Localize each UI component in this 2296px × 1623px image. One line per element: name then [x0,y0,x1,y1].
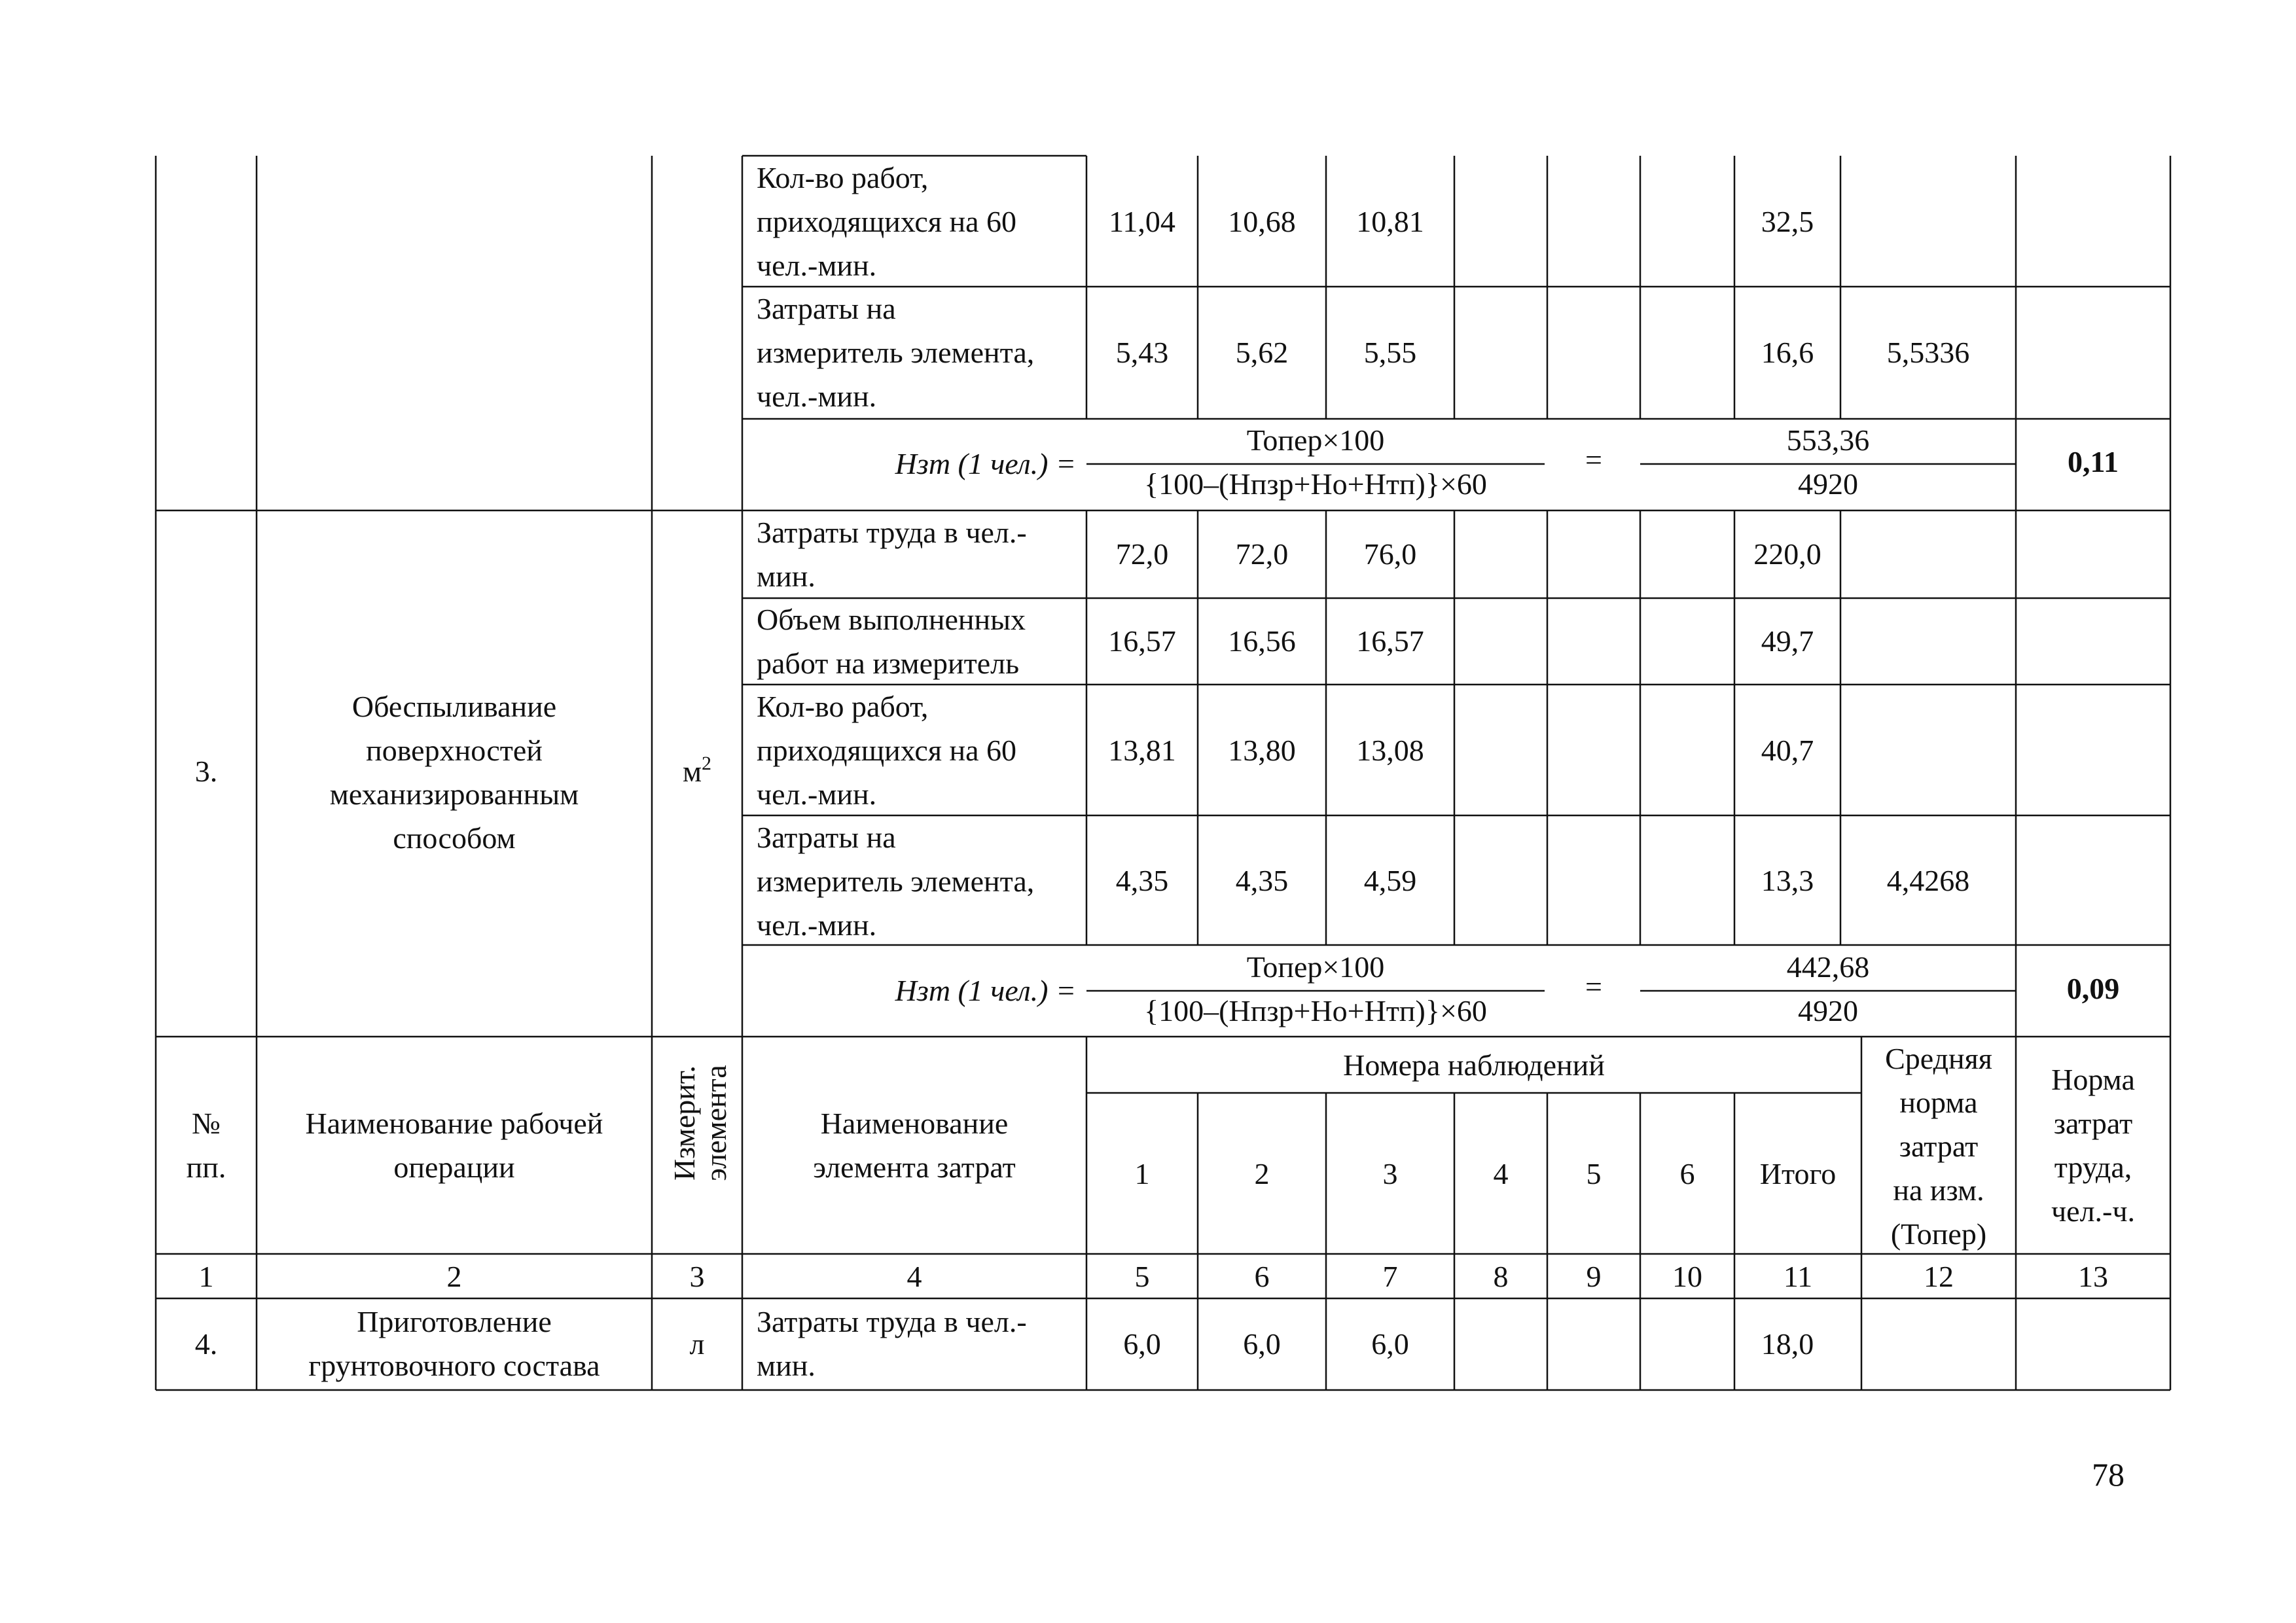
cell-value: 4,35 [1235,864,1289,897]
header-obs-col: 1 [1134,1157,1150,1190]
element-label: Затраты на измеритель элемента, чел.-мин. [757,292,1035,413]
cell-value: 13,80 [1228,734,1296,767]
cell-value: 4,59 [1363,864,1417,897]
cell-value: 72,0 [1235,537,1289,571]
operation-unit: $м^2$ [682,753,712,788]
col-number: 11 [1783,1260,1813,1293]
formula-denominator: {100–(Нпзр+Но+Нтп)}×60 [1144,467,1487,501]
col-number: 1 [198,1260,214,1293]
col-number: 3 [689,1260,705,1293]
col-number: 13 [2078,1260,2108,1293]
element-label: Затраты на измеритель элемента, чел.-мин. [757,821,1035,942]
formula-denominator: {100–(Нпзр+Но+Нтп)}×60 [1144,994,1487,1027]
page-number: 78 [2092,1456,2125,1493]
cell-value: 6,0 [1243,1327,1281,1361]
col-number: 4 [906,1260,922,1293]
header-col-avg: Средняя норма затрат на изм. (Топер) [1885,1042,1992,1251]
cell-total: 16,6 [1761,336,1814,369]
operation-unit: л [689,1327,705,1361]
cell-value: 4,35 [1115,864,1169,897]
formula-numerator: Топер×100 [1246,423,1385,457]
cell-total: 18,0 [1761,1327,1814,1361]
norm-result: 0,09 [2066,972,2120,1005]
header-col-norm: Норма затрат труда, чел.-ч. [2051,1063,2135,1228]
col-number: 9 [1586,1260,1602,1293]
header-col-no: № пп. [186,1107,226,1184]
cell-total: 13,3 [1761,864,1814,897]
cell-average: 4,4268 [1886,864,1970,897]
cell-value: 10,68 [1228,205,1296,238]
cell-value: 13,08 [1356,734,1424,767]
header-obs-col-total: Итого [1759,1157,1837,1190]
operation-number: 3. [194,755,218,788]
operation-name: Обеспыливание поверхностей механизированным способом [329,690,579,855]
header-obs-col: 2 [1254,1157,1270,1190]
formula-equals: = [1585,970,1602,1003]
cell-value: 5,43 [1115,336,1169,369]
cell-total: 40,7 [1761,734,1814,767]
header-col-unit: Измерит. элемента [668,1065,732,1181]
col-number: 6 [1254,1260,1270,1293]
element-label: Объем выполненных работ на измеритель [757,603,1026,680]
cell-average: 5,5336 [1886,336,1970,369]
cell-total: 49,7 [1761,624,1814,658]
col-number: 8 [1493,1260,1509,1293]
cell-value: 16,57 [1108,624,1176,658]
cell-value: 16,56 [1228,624,1296,658]
cell-value: 76,0 [1363,537,1417,571]
element-label: Кол-во работ, приходящихся на 60 чел.-мин. [757,161,1017,282]
col-number: 5 [1134,1260,1150,1293]
cell-total: 220,0 [1753,537,1821,571]
col-number: 7 [1382,1260,1398,1293]
cell-value: 72,0 [1115,537,1169,571]
cell-value: 6,0 [1123,1327,1161,1361]
formula-den-value: 4920 [1798,467,1858,501]
operation-number: 4. [194,1327,218,1361]
element-label: Кол-во работ, приходящихся на 60 чел.-мин. [757,690,1017,811]
formula-equals: = [1585,443,1602,476]
cell-value: 11,04 [1109,205,1175,238]
header-obs-col: 6 [1679,1157,1695,1190]
element-label: Затраты труда в чел.- мин. [757,1305,1027,1382]
formula-lhs: Нзт (1 чел.) = [895,974,1076,1007]
cell-value: 16,57 [1356,624,1424,658]
header-obs-col: 3 [1382,1157,1398,1190]
formula-num-value: 442,68 [1786,950,1870,984]
header-col-name: Наименование рабочей операции [305,1107,603,1184]
cell-value: 5,62 [1235,336,1289,369]
cell-value: 5,55 [1363,336,1417,369]
header-col-element: Наименование элемента затрат [813,1107,1016,1184]
header-observations: Номера наблюдений [1343,1048,1605,1082]
element-label: Затраты труда в чел.- мин. [757,516,1027,593]
cell-value: 13,81 [1108,734,1176,767]
operation-name: Приготовление грунтовочного состава [308,1305,600,1382]
cell-value: 6,0 [1371,1327,1409,1361]
norm-result: 0,11 [2068,445,2119,478]
col-number: 2 [446,1260,462,1293]
col-number: 12 [1924,1260,1954,1293]
header-obs-col: 5 [1586,1157,1602,1190]
col-number: 10 [1672,1260,1702,1293]
cell-total: 32,5 [1761,205,1814,238]
cell-value: 10,81 [1356,205,1424,238]
formula-num-value: 553,36 [1786,423,1870,457]
formula-numerator: Топер×100 [1246,950,1385,984]
header-obs-col: 4 [1493,1157,1509,1190]
formula-den-value: 4920 [1798,994,1858,1027]
formula-lhs: Нзт (1 чел.) = [895,447,1076,480]
